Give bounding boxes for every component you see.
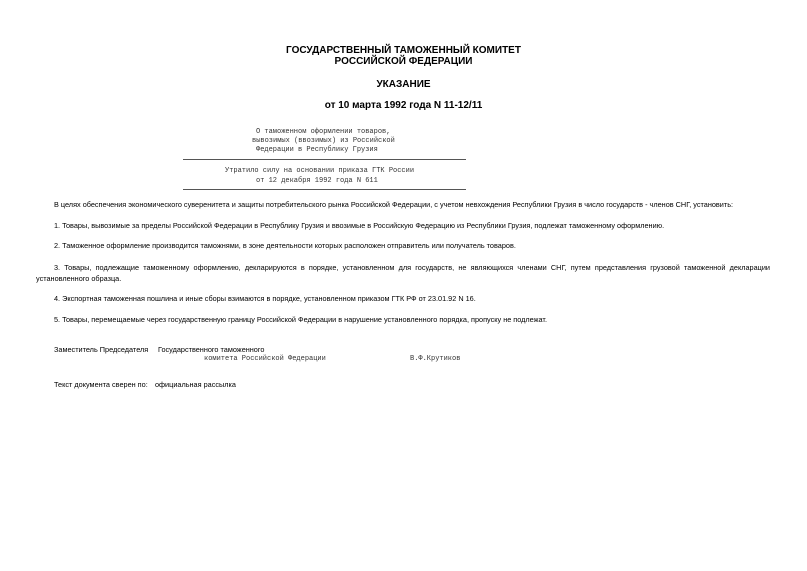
- document-date: от 10 марта 1992 года N 11-12/11: [324, 100, 483, 111]
- subject-line-3: Федерации в Республику Грузия: [256, 146, 378, 154]
- signatory-title: Заместитель Председателя: [54, 345, 149, 354]
- subject-line-1: О таможенном оформлении товаров,: [256, 128, 391, 136]
- paragraph-1: 1. Товары, вывозимые за пределы Российской Федерации в Республику Грузия и ввозимые в Российскую Федерацию из Республики Грузия, подлежат таможенному оформлению.: [54, 221, 665, 230]
- divider-top: [183, 159, 466, 160]
- issuer-line-2: РОССИЙСКОЙ ФЕДЕРАЦИИ: [334, 56, 473, 67]
- paragraph-3: 3. Товары, подлежащие таможенному оформлению, декларируются в порядке, установленном для государств, не являющихся членами СНГ, путем представления грузовой таможенной декларации установленного образца.: [36, 263, 770, 283]
- paragraph-5: 5. Товары, перемещаемые через государственную границу Российской Федерации в нарушение установленного порядка, пропуску не подлежат.: [54, 315, 547, 324]
- status-line-1: Утратило силу на основании приказа ГТК России: [225, 167, 415, 175]
- signatory-org-line-2: комитета Российской Федерации: [204, 355, 326, 363]
- intro-paragraph: В целях обеспечения экономического суверенитета и защиты потребительского рынка Российской Федерации, с учетом невхождения Республики Грузия в число государств - членов СНГ, установить:: [54, 200, 734, 209]
- divider-bottom: [183, 189, 466, 190]
- paragraph-2: 2. Таможенное оформление производится таможнями, в зоне деятельности которых расположен отправитель или получатель товаров.: [54, 241, 516, 250]
- signatory-name: В.Ф.Крутиков: [410, 355, 461, 363]
- document-type: УКАЗАНИЕ: [376, 79, 431, 90]
- issuer-line-1: ГОСУДАРСТВЕННЫЙ ТАМОЖЕННЫЙ КОМИТЕТ: [286, 45, 521, 56]
- signatory-org-line-1: Государственного таможенного: [158, 345, 265, 354]
- paragraph-4: 4. Экспортная таможенная пошлина и иные сборы взимаются в порядке, установленном приказом ГТК РФ от 23.01.92 N 16.: [54, 294, 476, 303]
- subject-line-2: вывозимых (ввозимых) из Российской: [252, 137, 395, 145]
- status-line-2: от 12 декабря 1992 года N 611: [256, 177, 378, 185]
- verification-source: официальная рассылка: [155, 380, 236, 389]
- verification-label: Текст документа сверен по:: [54, 380, 148, 389]
